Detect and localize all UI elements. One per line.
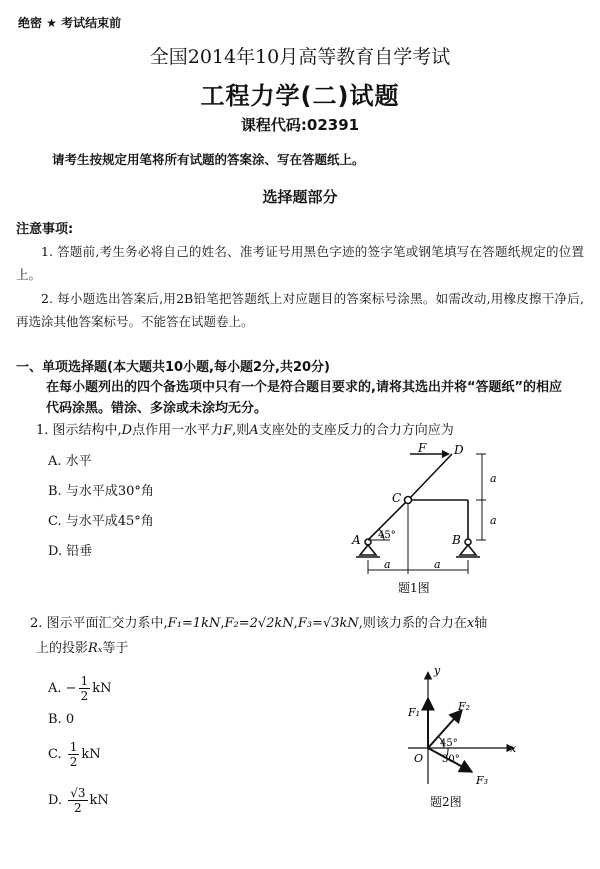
label-F2: F₂ — [458, 700, 471, 713]
note-item: 2. 每小题选出答案后,用2B铅笔把答题纸上对应题目的答案标号涂黑。如需改动,用橡皮擦干净后,再选涂其他答案标号。不能答在试题卷上。 — [16, 291, 584, 329]
subject-title: 工程力学(二)试题 — [200, 82, 400, 110]
q1-option-a: A. 水平 — [48, 454, 92, 469]
label-F: F — [418, 441, 427, 455]
question-2-stem-cont: 上的投影Rₓ等于 — [36, 641, 129, 656]
question-1-stem: 1. 图示结构中,D点作用一水平力F,则A支座处的支座反力的合力方向应为 — [36, 423, 454, 438]
q1-option-d: D. 铅垂 — [48, 544, 93, 559]
section-title: 选择题部分 — [262, 188, 338, 206]
part-instruction: 在每小题列出的四个备选项中只有一个是符合题目要求的,请将其选出并将“答题纸”的相应代码涂黑。错涂、多涂或未涂均无分。 — [46, 380, 563, 416]
q2-option-d: D. $\frac{√3}{2}$ kN — [48, 786, 109, 815]
label-A: A — [352, 533, 361, 547]
label-angle: 45° — [378, 530, 396, 541]
q1-option-c: C. 与水平成45°角 — [48, 514, 154, 529]
q1-option-b: B. 与水平成30°角 — [48, 484, 154, 499]
label-a: a — [384, 558, 391, 571]
label-C: C — [392, 491, 402, 505]
notes-heading: 注意事项: — [16, 222, 74, 237]
figure-2 — [398, 664, 528, 814]
label-y: y — [434, 664, 441, 677]
label-F1: F₁ — [408, 706, 421, 719]
label-a: a — [434, 558, 441, 571]
figure-1-caption: 题1图 — [398, 581, 430, 595]
label-O: O — [414, 752, 424, 765]
question-2-stem: 2. 图示平面汇交力系中,F₁=1kN,F₂=2√2kN,F₃=√3kN,则该力系的合力在x轴 — [30, 616, 488, 631]
label-F3: F₃ — [476, 774, 489, 787]
general-instruction: 请考生按规定用笔将所有试题的答案涂、写在答题纸上。 — [52, 152, 365, 167]
exam-title: 全国2014年10月高等教育自学考试 — [149, 46, 451, 68]
label-D: D — [454, 443, 464, 457]
figure-1 — [340, 440, 510, 600]
figure-2-caption: 题2图 — [430, 795, 462, 809]
note-item: 1. 答题前,考生务必将自己的姓名、准考证号用黑色字迹的签字笔或钢笔填写在答题纸规定的位置上。 — [16, 244, 584, 282]
label-angle-45: 45° — [440, 738, 458, 749]
q2-option-a: A. − $\frac{1}{2}$ kN — [48, 674, 112, 703]
label-a: a — [490, 472, 497, 485]
q2-option-c: C. $\frac{1}{2}$ kN — [48, 740, 101, 769]
q2-option-b: B. 0 — [48, 712, 75, 727]
label-B: B — [452, 533, 461, 547]
course-code: 课程代码:02391 — [240, 116, 360, 134]
secret-label: 绝密 ★ 考试结束前 — [18, 16, 122, 30]
label-angle-30: 30° — [442, 754, 460, 765]
part-heading: 一、单项选择题(本大题共10小题,每小题2分,共20分) — [16, 360, 330, 375]
label-x: x — [510, 742, 517, 755]
label-a: a — [490, 514, 497, 527]
